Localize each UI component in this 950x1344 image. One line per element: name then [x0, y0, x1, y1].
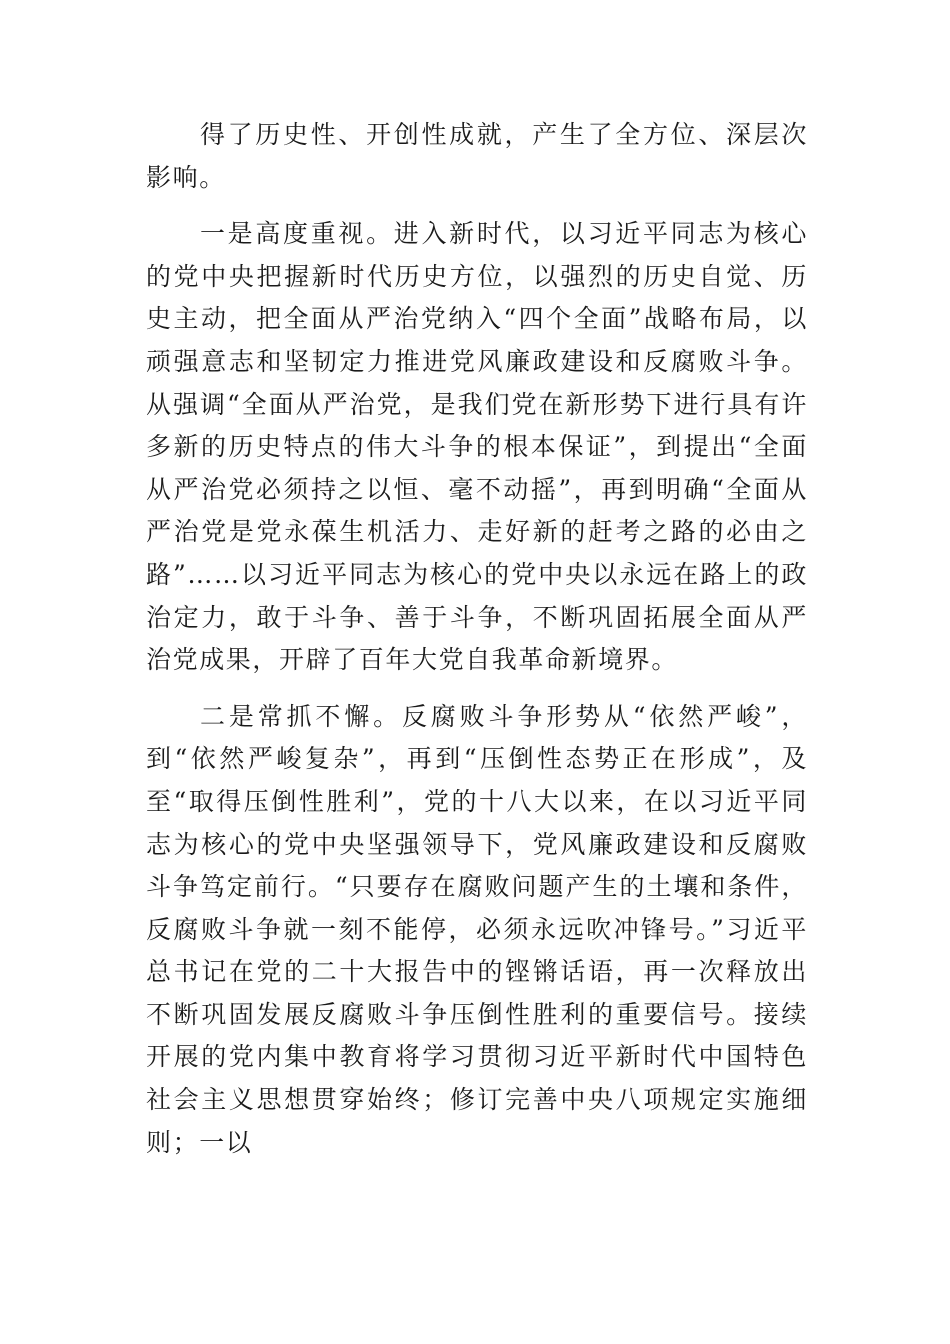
paragraph-persistent-effort: 二是常抓不懈。反腐败斗争形势从“依然严峻”，到“依然严峻复杂”，再到“压倒性态势正在形成”，及至“取得压倒性胜利”，党的十八大以来，在以习近平同志为核心的党中央坚强领导下，党风廉政建设和反腐败斗争笃定前行。“只要存在腐败问题产生的土壤和条件，反腐败斗争就一刻不能停，必须永远吹冲锋号。”习近平总书记在党的二十大报告中的铿锵话语，再一次释放出不断巩固发展反腐败斗争压倒性胜利的重要信号。接续开展的党内集中教育将学习贯彻习近平新时代中国特色社会主义思想贯穿始终；修订完善中央八项规定实施细则；一以 [146, 701, 808, 1157]
document-body [146, 114, 808, 1178]
paragraph-high-attention: 一是高度重视。进入新时代，以习近平同志为核心的党中央把握新时代历史方位，以强烈的历史自觉、历史主动，把全面从严治党纳入“四个全面”战略布局，以顽强意志和坚韧定力推进党风廉政建设和反腐败斗争。从强调“全面从严治党，是我们党在新形势下进行具有许多新的历史特点的伟大斗争的根本保证”，到提出“全面从严治党必须持之以恒、毫不动摇”，再到明确“全面从严治党是党永葆生机活力、走好新的赶考之路的必由之路”……以习近平同志为核心的党中央以永远在路上的政治定力，敢于斗争、善于斗争，不断巩固拓展全面从严治党成果，开辟了百年大党自我革命新境界。 [146, 219, 808, 675]
paragraph-continuation: 得了历史性、开创性成就，产生了全方位、深层次影响。 [146, 120, 808, 192]
